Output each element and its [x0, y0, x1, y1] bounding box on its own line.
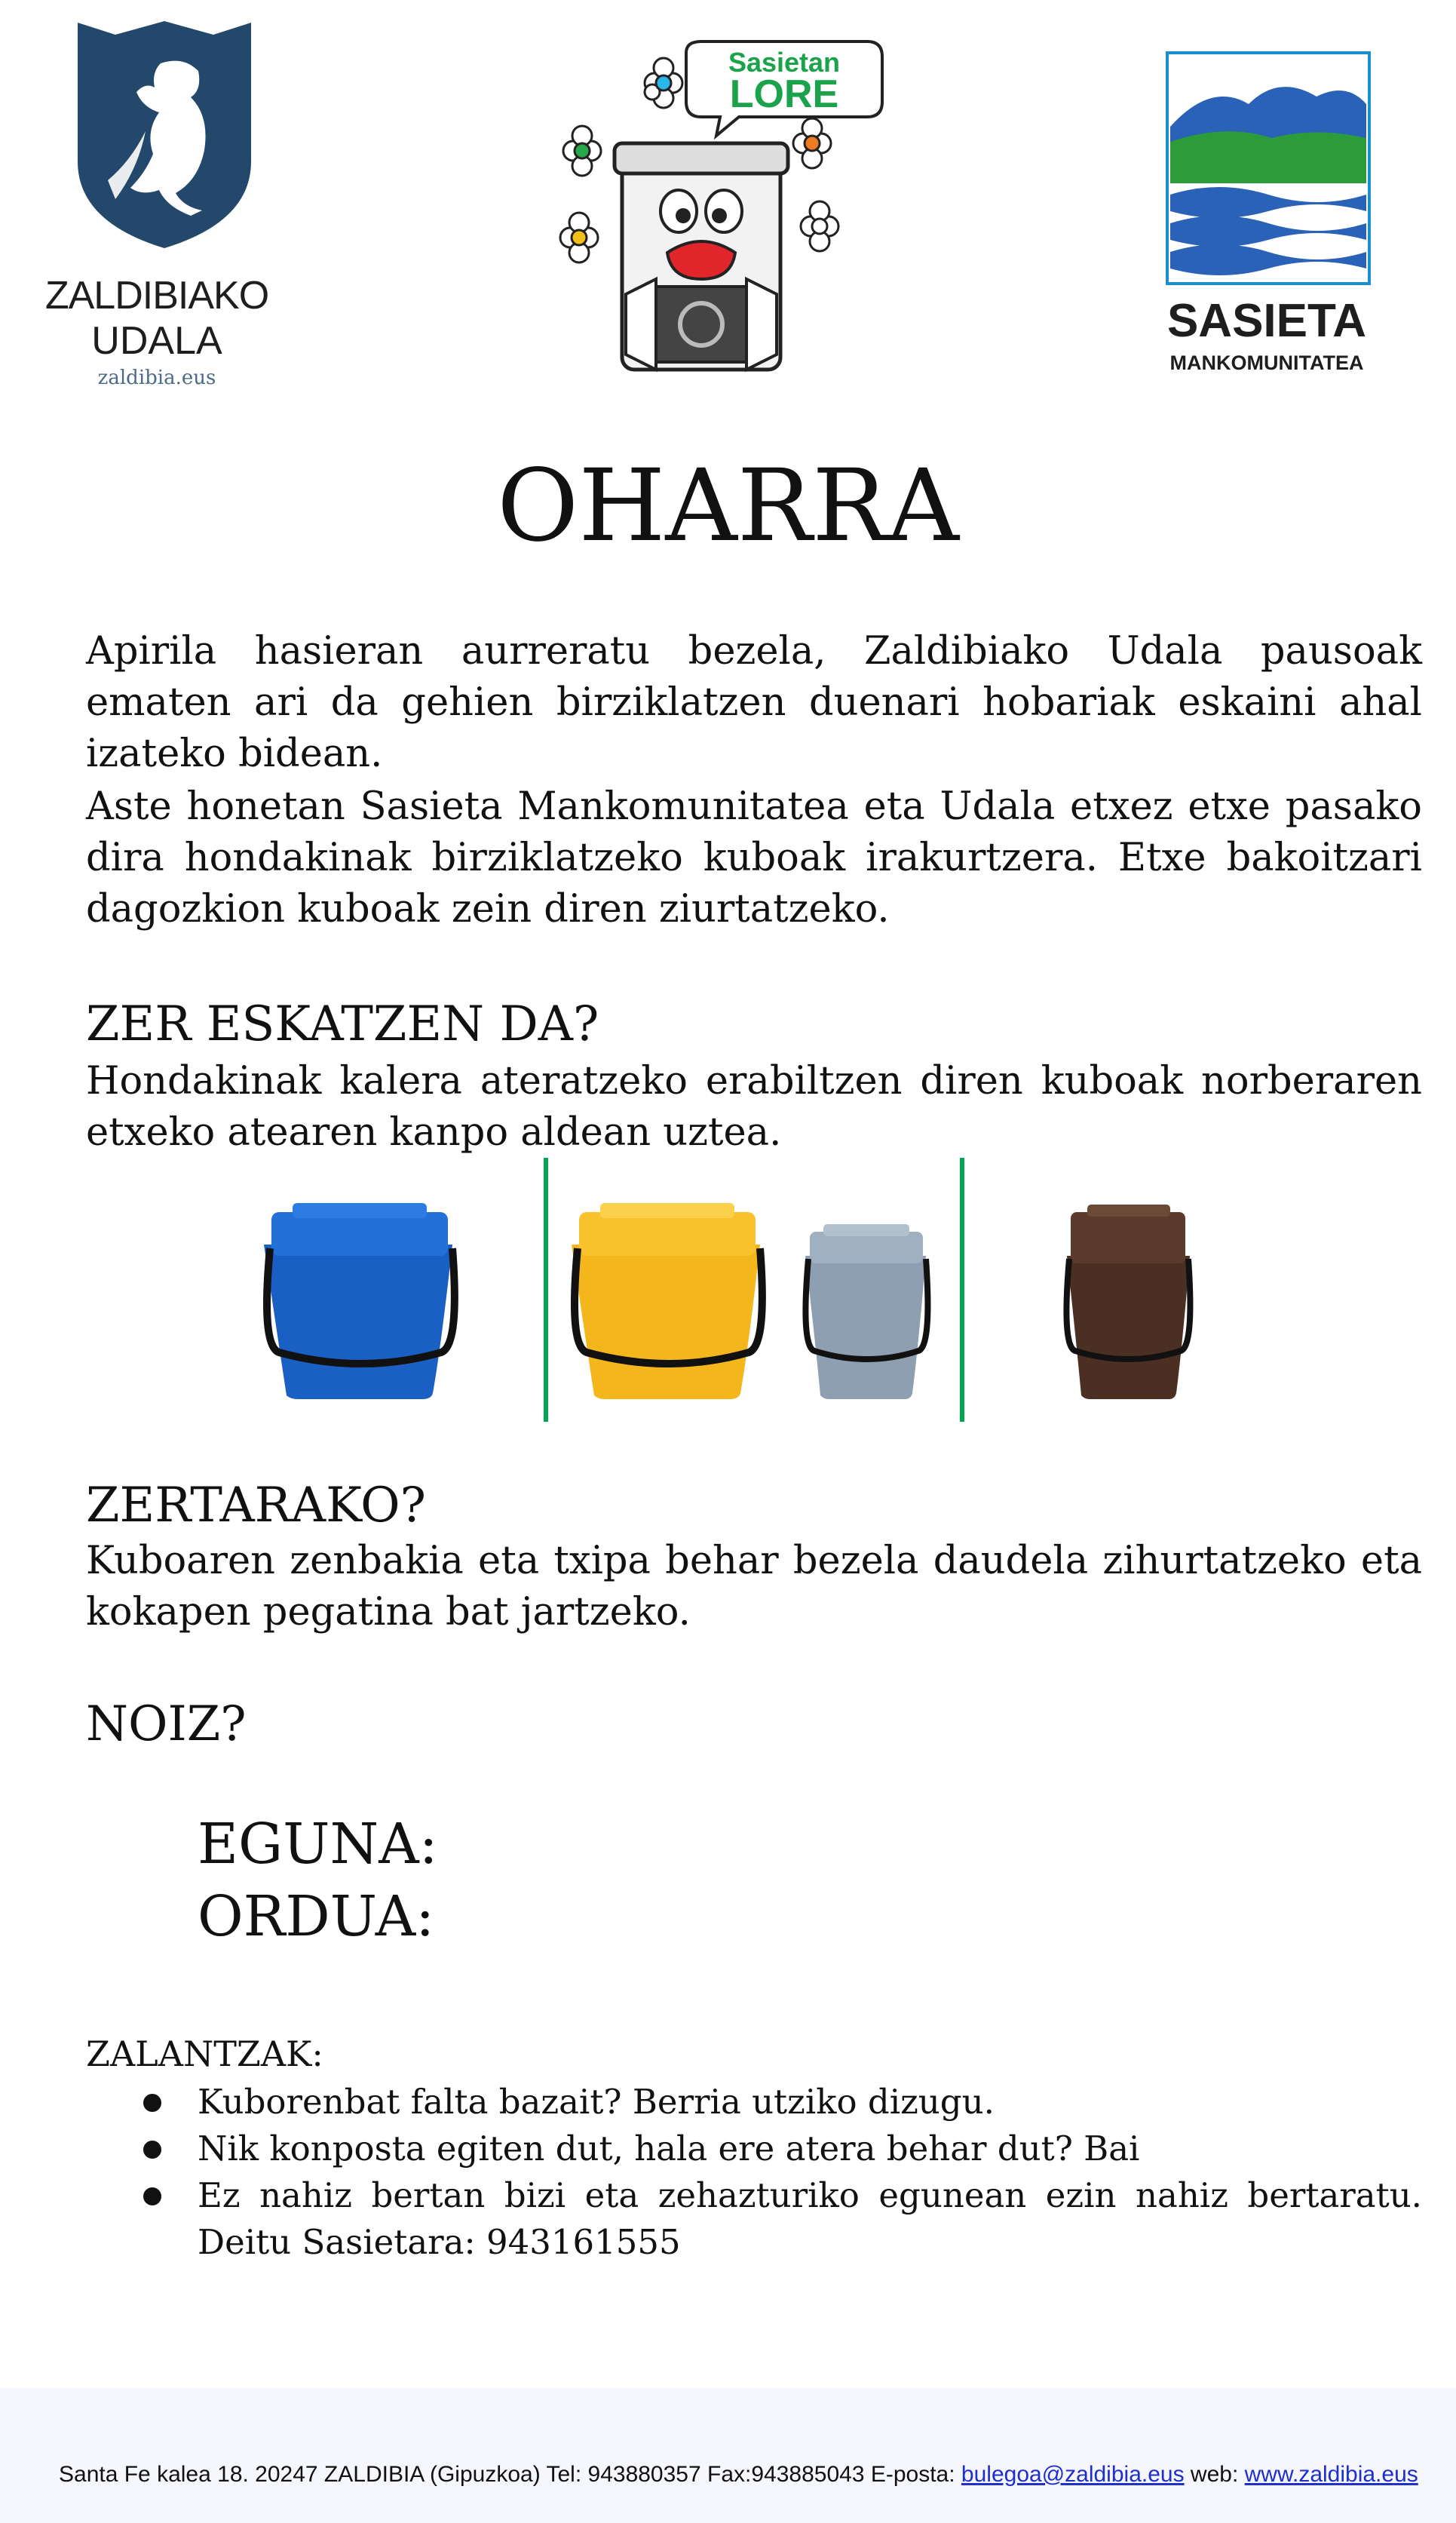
why-text: Kuboaren zenbakia eta txipa behar bezela daudela zihurtatzeko eta kokapen pegatina bat jartzeko. [86, 1539, 1422, 1634]
shield-horse-icon [70, 18, 259, 252]
footer-address: Santa Fe kalea 18. 20247 ZALDIBIA (Gipuzkoa) Tel: 943880357 Fax:943885043 E-posta: [59, 2462, 961, 2487]
intro-paragraph-2: Aste honetan Sasieta Mankomunitatea eta Udala etxez etxe pasako dira hondakinak birziklatzeko kuboak irakurtzera. Etxe bakoitzari dagozkion kuboak zein diren ziurtatzeko. [86, 784, 1422, 932]
bins-illustration [234, 1158, 1274, 1422]
sasieta-waves-icon [1166, 51, 1371, 285]
faq-item-1: Kuborenbat falta bazait? Berria utziko dizugu. [198, 2082, 995, 2122]
bullet-icon [143, 2187, 161, 2205]
page-footer [0, 2388, 1456, 2523]
faq-item-3: Ez nahiz bertan bizi eta zehazturiko egunean ezin nahiz bertaratu. Deitu Sasietara: 943161555 [198, 2175, 1422, 2262]
sasietan-lore-logo [543, 38, 897, 377]
footer-web-label: web: [1184, 2462, 1245, 2487]
day-label: EGUNA: [198, 1812, 438, 1877]
bullet-icon [143, 2094, 161, 2112]
sasieta-logo [1154, 51, 1380, 383]
zaldibia-logo [36, 18, 277, 395]
sasieta-logo-sub: MANKOMUNITATEA [1169, 351, 1364, 374]
sasietan-lore-bubble-line1: Sasietan [728, 47, 841, 78]
sasieta-logo-name: SASIETA [1166, 295, 1367, 347]
page-title: OHARRA [497, 448, 959, 564]
zaldibia-logo-site: zaldibia.eus [97, 367, 216, 389]
when-heading: NOIZ? [86, 1696, 247, 1752]
footer-email-link[interactable]: bulegoa@zaldibia.eus [961, 2462, 1185, 2487]
what-heading: ZER ESKATZEN DA? [86, 996, 599, 1052]
faq-heading: ZALANTZAK: [86, 2033, 323, 2074]
bullet-icon [143, 2141, 161, 2159]
time-label: ORDUA: [198, 1884, 435, 1949]
why-heading: ZERTARAKO? [86, 1478, 426, 1533]
footer-contact [59, 2462, 1416, 2488]
recycling-bins-icon [234, 1158, 1274, 1422]
what-text: Hondakinak kalera ateratzeko erabiltzen diren kuboak norberaren etxeko atearen kanpo aldean uztea. [86, 1059, 1422, 1155]
footer-web-link[interactable]: www.zaldibia.eus [1244, 2462, 1418, 2487]
zaldibia-logo-line2: UDALA [91, 319, 222, 363]
intro-paragraph-1: Apirila hasieran aurreratu bezela, Zaldibiako Udala pausoak ematen ari da gehien birziklatzen duenari hobariak eskaini ahal izateko bidean. [86, 629, 1422, 776]
faq-item-2: Nik konposta egiten dut, hala ere atera behar dut? Bai [198, 2129, 1140, 2168]
zaldibia-logo-line1: ZALDIBIAKO [44, 274, 269, 318]
sasietan-lore-bubble-line2: LORE [729, 72, 839, 116]
